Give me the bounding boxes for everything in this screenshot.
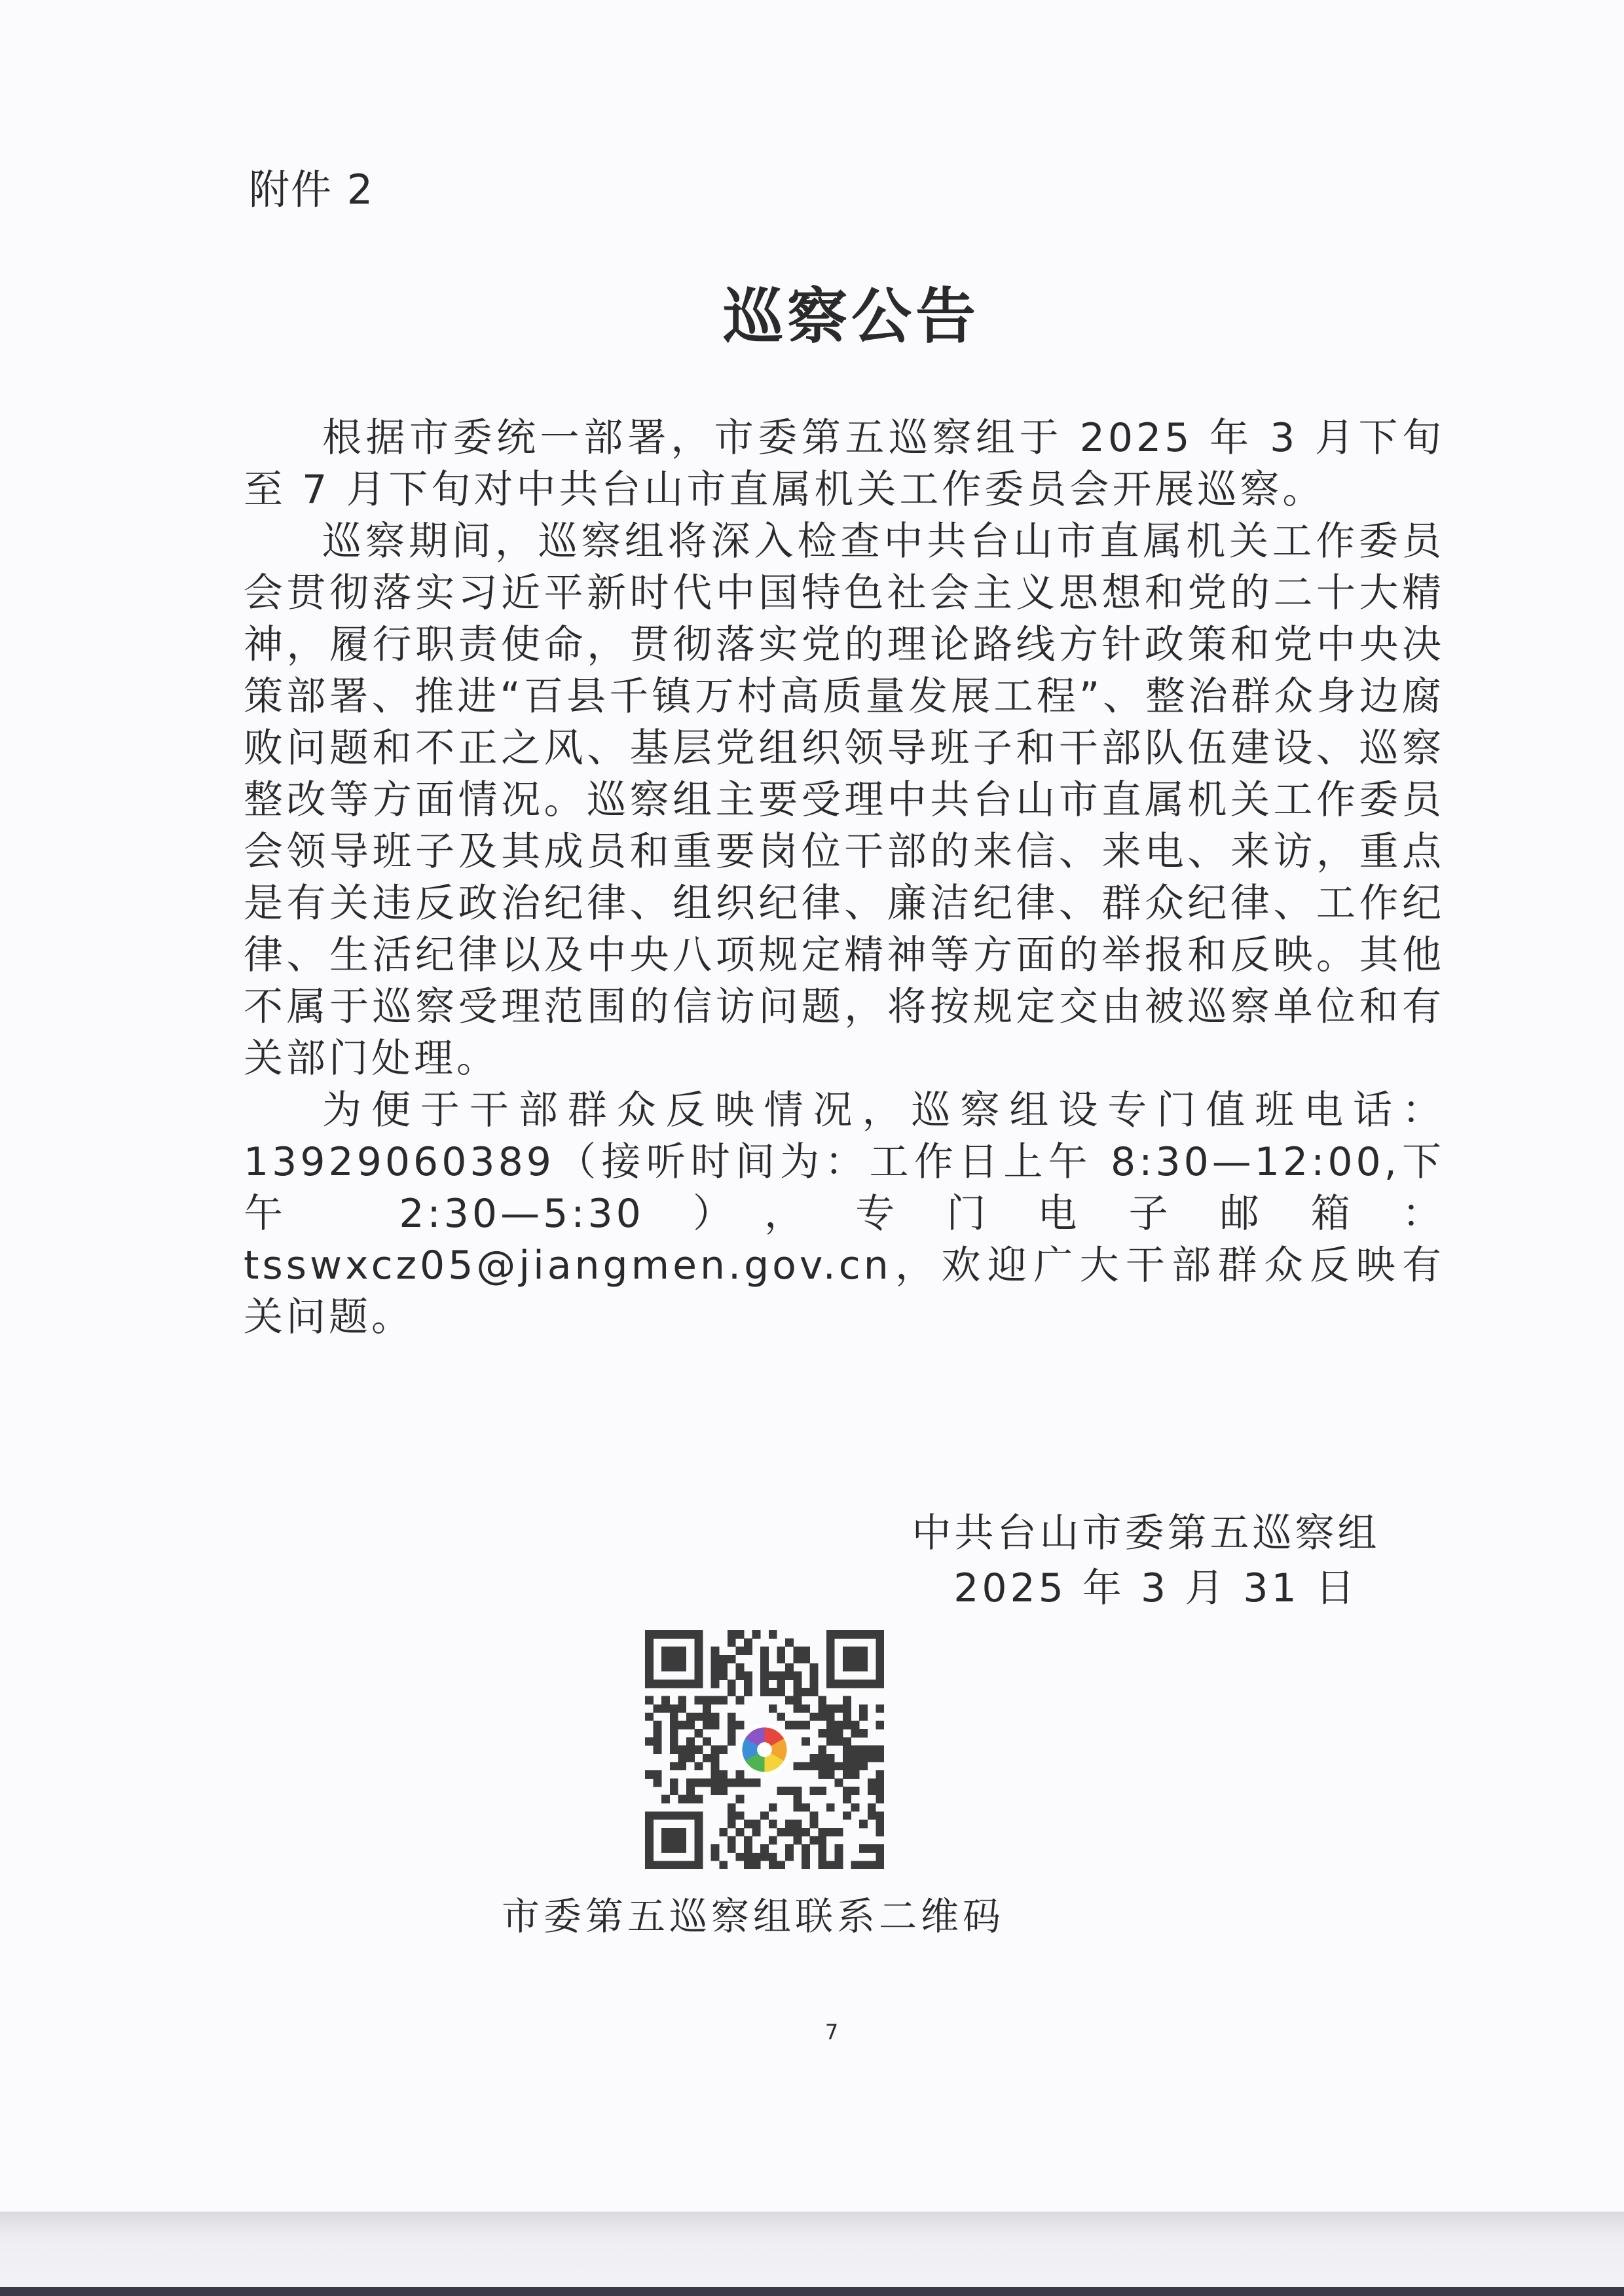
contact-hours: （接听时间为：工作日上午 8:30—12:00,下午 2:30—5:30），专门电子邮箱： bbox=[244, 1139, 1445, 1237]
attachment-label: 附件 2 bbox=[249, 166, 375, 213]
page-title: 巡察公告 bbox=[722, 281, 980, 352]
duty-phone: 13929060389 bbox=[244, 1139, 555, 1185]
contact-intro: 为便于干部群众反映情况，巡察组设专门值班电话： bbox=[322, 1087, 1445, 1133]
paragraph-inspection-schedule: 根据市委统一部署，市委第五巡察组于 2025 年 3 月下旬至 7 月下旬对中共台山市直属机关工作委员会开展巡察。 bbox=[244, 415, 1445, 513]
signature-block bbox=[851, 1506, 1441, 1616]
contact-qr-code bbox=[645, 1630, 884, 1869]
scan-bottom-edge bbox=[0, 2212, 1624, 2296]
qr-caption: 市委第五巡察组联系二维码 bbox=[501, 1894, 1005, 1939]
contact-email: tsswxcz05@jiangmen.gov.cn bbox=[244, 1243, 892, 1288]
qr-center-logo-icon bbox=[738, 1723, 791, 1776]
paragraph-inspection-scope: 巡察期间，巡察组将深入检查中共台山市直属机关工作委员会贯彻落实习近平新时代中国特色社会主义思想和党的二十大精神，履行职责使命，贯彻落实党的理论路线方针政策和党中央决策部署、推进“百县千镇万村高质量发展工程”、整治群众身边腐败问题和不正之风、基层党组织领导班子和干部队伍建设、巡察整改等方面情况。巡察组主要受理中共台山市直属机关工作委员会领导班子及其成员和重要岗位干部的来信、来电、来访，重点是有关违反政治纪律、组织纪律、廉洁纪律、群众纪律、工作纪律、生活纪律以及中央八项规定精神等方面的举报和反映。其他不属于巡察受理范围的信访问题，将按规定交由被巡察单位和有关部门处理。 bbox=[244, 519, 1445, 1082]
announcement-body bbox=[244, 412, 1445, 1343]
paragraph-contact bbox=[244, 1085, 1445, 1343]
signature-org: 中共台山市委第五巡察组 bbox=[912, 1510, 1380, 1556]
signature-date: 2025 年 3 月 31 日 bbox=[953, 1565, 1358, 1611]
page-number: 7 bbox=[824, 2020, 839, 2045]
contact-closing: ，欢迎广大干部群众反映有关问题。 bbox=[244, 1243, 1445, 1340]
scan-shadow-strip bbox=[0, 2287, 1624, 2296]
